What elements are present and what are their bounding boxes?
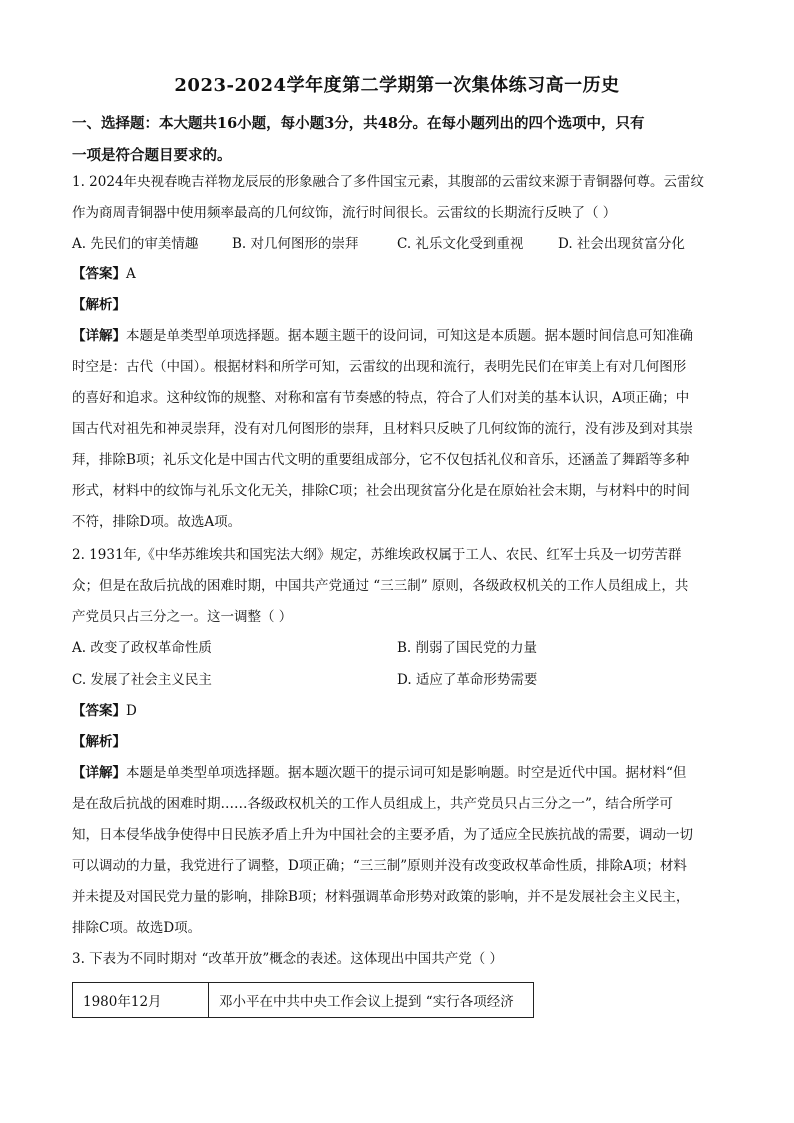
section-heading-line: 一、选择题：本大题共16小题，每小题3分，共48分。在每小题列出的四个选项中，只有	[72, 115, 645, 132]
question-2-stem	[72, 540, 724, 633]
detail-line: 排除C项。故选D项。	[72, 920, 202, 936]
detail-tag: 【详解】	[72, 765, 126, 781]
question-2-analysis-tag: 【解析】	[72, 734, 126, 750]
option-d: D. 适应了革命形势需要	[397, 672, 538, 688]
section-heading-line: 一项是符合题目要求的。	[72, 147, 232, 164]
question-2-detail	[72, 758, 724, 944]
question-1-detail	[72, 321, 724, 538]
option-a: A. 改变了政权革命性质	[72, 640, 212, 656]
answer-tag: 【答案】	[72, 703, 126, 719]
question-2-answer	[72, 696, 137, 727]
question-1-analysis-tag: 【解析】	[72, 297, 126, 313]
stem-line: 1. 2024年央视春晚吉祥物龙辰辰的形象融合了多件国宝元素，其腹部的云雷纹来源于青铜器何尊。云雷纹	[72, 174, 705, 190]
detail-line: 可以调动的力量，我党进行了调整，D项正确；“三三制”原则并没有改变政权革命性质，排除A项；材料	[72, 858, 687, 874]
detail-line: 并未提及对国民党力量的影响，排除B项；材料强调革命形势对政策的影响，并不是发展社会主义民主，	[72, 889, 690, 905]
option-c: C. 礼乐文化受到重视	[397, 236, 524, 252]
question-3-stem: 3. 下表为不同时期对 “改革开放”概念的表述。这体现出中国共产党（ ）	[72, 951, 504, 967]
detail-line: 国古代对祖先和神灵崇拜，没有对几何图形的崇拜，且材料只反映了几何纹饰的流行，没有涉及到对其崇	[72, 421, 693, 437]
detail-line: 拜，排除B项；礼乐文化是中国古代文明的重要组成部分，它不仅包括礼仪和音乐，还涵盖了舞蹈等多种	[72, 452, 690, 468]
answer-value: D	[126, 703, 137, 719]
stem-line: 2. 1931年,《中华苏维埃共和国宪法大纲》规定，苏维埃政权属于工人、农民、红军士兵及一切劳苦群	[72, 547, 682, 563]
table-cell-date: 1980年12月	[73, 983, 209, 1018]
question-1-stem	[72, 167, 724, 229]
section-heading	[72, 108, 724, 172]
stem-line: 众；但是在敌后抗战的困难时期，中国共产党通过 “三三制” 原则，各级政权机关的工作人员组成上，共	[72, 578, 689, 594]
answer-value: A	[126, 266, 136, 282]
detail-line: 形式，材料中的纹饰与礼乐文化无关，排除C项；社会出现贫富分化是在原始社会末期，与材料中的时间	[72, 483, 690, 499]
stem-line: 作为商周青铜器中使用频率最高的几何纹饰，流行时间很长。云雷纹的长期流行反映了（ ）	[72, 205, 617, 221]
option-d: D. 社会出现贫富分化	[558, 236, 685, 252]
option-a: A. 先民们的审美情趣	[72, 236, 199, 252]
detail-line: 的喜好和追求。这种纹饰的规整、对称和富有节奏感的特点，符合了人们对美的基本认识，A项正确；中	[72, 390, 690, 406]
detail-line: 不符，排除D项。故选A项。	[72, 514, 242, 530]
detail-line: 时空是：古代（中国）。根据材料和所学可知，云雷纹的出现和流行，表明先民们在审美上有对几何图形	[72, 359, 687, 375]
answer-tag: 【答案】	[72, 266, 126, 282]
page-title: 2023-2024学年度第二学期第一次集体练习高一历史	[174, 75, 620, 96]
detail-line: 知，日本侵华战争使得中日民族矛盾上升为中国社会的主要矛盾，为了适应全民族抗战的需要，调动一切	[72, 827, 693, 843]
option-b: B. 削弱了国民党的力量	[397, 640, 538, 656]
option-c: C. 发展了社会主义民主	[72, 672, 212, 688]
question-1-answer	[72, 259, 136, 290]
detail-tag: 【详解】	[72, 328, 126, 344]
detail-line: 【详解】本题是单类型单项选择题。据本题次题干的提示词可知是影响题。时空是近代中国。据材料“但	[72, 765, 687, 781]
table-row	[73, 983, 534, 1018]
option-b: B. 对几何图形的崇拜	[232, 236, 359, 252]
detail-line: 是在敌后抗战的困难时期……各级政权机关的工作人员组成上，共产党员只占三分之一”，结合所学可	[72, 796, 673, 812]
question-3-table	[72, 982, 534, 1018]
table-cell-text: 邓小平在中共中央工作会议上提到 “实行各项经济	[209, 983, 534, 1018]
stem-line: 产党员只占三分之一。这一调整（ ）	[72, 609, 293, 625]
detail-line: 【详解】本题是单类型单项选择题。据本题主题干的设问词，可知这是本质题。据本题时间信息可知准确	[72, 328, 693, 344]
